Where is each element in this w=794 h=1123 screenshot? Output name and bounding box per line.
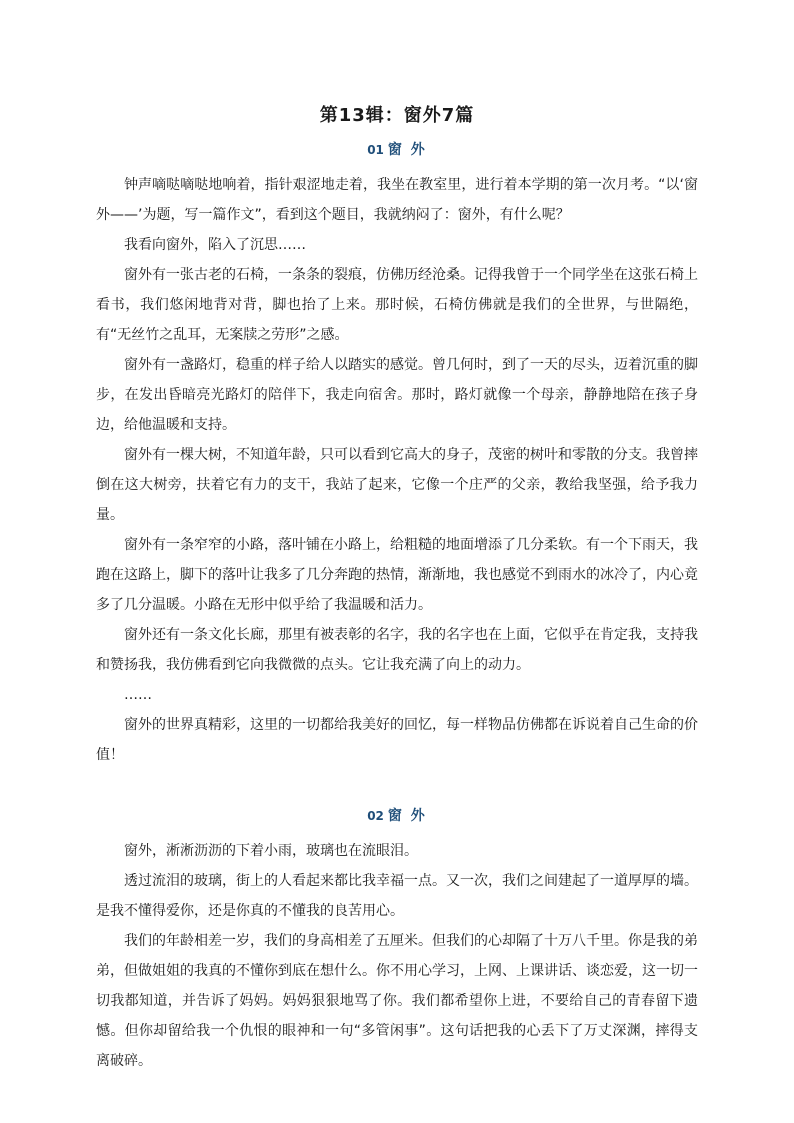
paragraph: 窗外的世界真精彩，这里的一切都给我美好的回忆，每一样物品仿佛都在诉说着自己生命的价值！ bbox=[96, 717, 698, 763]
paragraph: 窗外有一条窄窄的小路，落叶铺在小路上，给粗糙的地面增添了几分柔软。有一个下雨天，我跑在这路上，脚下的落叶让我多了几分奔跑的热情，渐渐地，我也感觉不到雨水的冰冷了，内心竟多了几分温暖。小路在无形中似乎给了我温暖和活力。 bbox=[96, 537, 698, 613]
paragraph: 我看向窗外，陷入了沉思…… bbox=[124, 237, 306, 253]
section-number: 02 bbox=[367, 809, 384, 823]
paragraph: 窗外有一张古老的石椅，一条条的裂痕，仿佛历经沧桑。记得我曾于一个同学坐在这张石椅上看书，我们悠闲地背对背，脚也抬了上来。那时候，石椅仿佛就是我们的全世界，与世隔绝，有“无丝竹之乱耳，无案牍之劳形”之感。 bbox=[96, 267, 698, 343]
paragraph: 窗外，淅淅沥沥的下着小雨，玻璃也在流眼泪。 bbox=[124, 843, 418, 859]
section-number: 01 bbox=[367, 143, 384, 157]
paragraph: 窗外有一棵大树，不知道年龄，只可以看到它高大的身子，茂密的树叶和零散的分支。我曾摔倒在这大树旁，扶着它有力的支干，我站了起来，它像一个庄严的父亲，教给我坚强，给予我力量。 bbox=[96, 447, 698, 523]
paragraph: 窗外还有一条文化长廊，那里有被表彰的名字，我的名字也在上面，它似乎在肯定我，支持我和赞扬我，我仿佛看到它向我微微的点头。它让我充满了向上的动力。 bbox=[96, 627, 698, 673]
paragraph: 窗外有一盏路灯，稳重的样子给人以踏实的感觉。曾几何时，到了一天的尽头，迈着沉重的脚步，在发出昏暗亮光路灯的陪伴下，我走向宿舍。那时，路灯就像一个母亲，静静地陪在孩子身边，给他温暖和支持。 bbox=[96, 357, 698, 433]
paragraph: 钟声嘀哒嘀哒地响着，指针艰涩地走着，我坐在教室里，进行着本学期的第一次月考。“以‘窗外——’为题，写一篇作文”，看到这个题目，我就纳闷了：窗外，有什么呢？ bbox=[96, 177, 698, 223]
ellipsis-paragraph: …… bbox=[124, 687, 152, 703]
essay-section bbox=[96, 140, 698, 770]
paragraph: 透过流泪的玻璃，街上的人看起来都比我幸福一点。又一次，我们之间建起了一道厚厚的墙。是我不懂得爱你，还是你真的不懂我的良苦用心。 bbox=[96, 873, 698, 919]
section-heading bbox=[96, 140, 698, 160]
section-spacer bbox=[96, 770, 698, 806]
section-title: 窗 外 bbox=[387, 142, 427, 158]
paragraph: 我们的年龄相差一岁，我们的身高相差了五厘米。但我们的心却隔了十万八千里。你是我的弟弟，但做姐姐的我真的不懂你到底在想什么。你不用心学习，上网、上课讲话、谈恋爱，这一切一切我都知道，并告诉了妈妈。妈妈狠狠地骂了你。我们都希望你上进，不要给自己的青春留下遗憾。但你却留给我一个仇恨的眼神和一句“多管闲事”。这句话把我的心丢下了万丈深渊，摔得支离破碎。 bbox=[96, 933, 698, 1069]
document-title: 第13辑：窗外7篇 bbox=[319, 105, 475, 126]
section-title: 窗 外 bbox=[387, 808, 427, 824]
section-heading bbox=[96, 806, 698, 826]
essay-section bbox=[96, 806, 698, 1076]
